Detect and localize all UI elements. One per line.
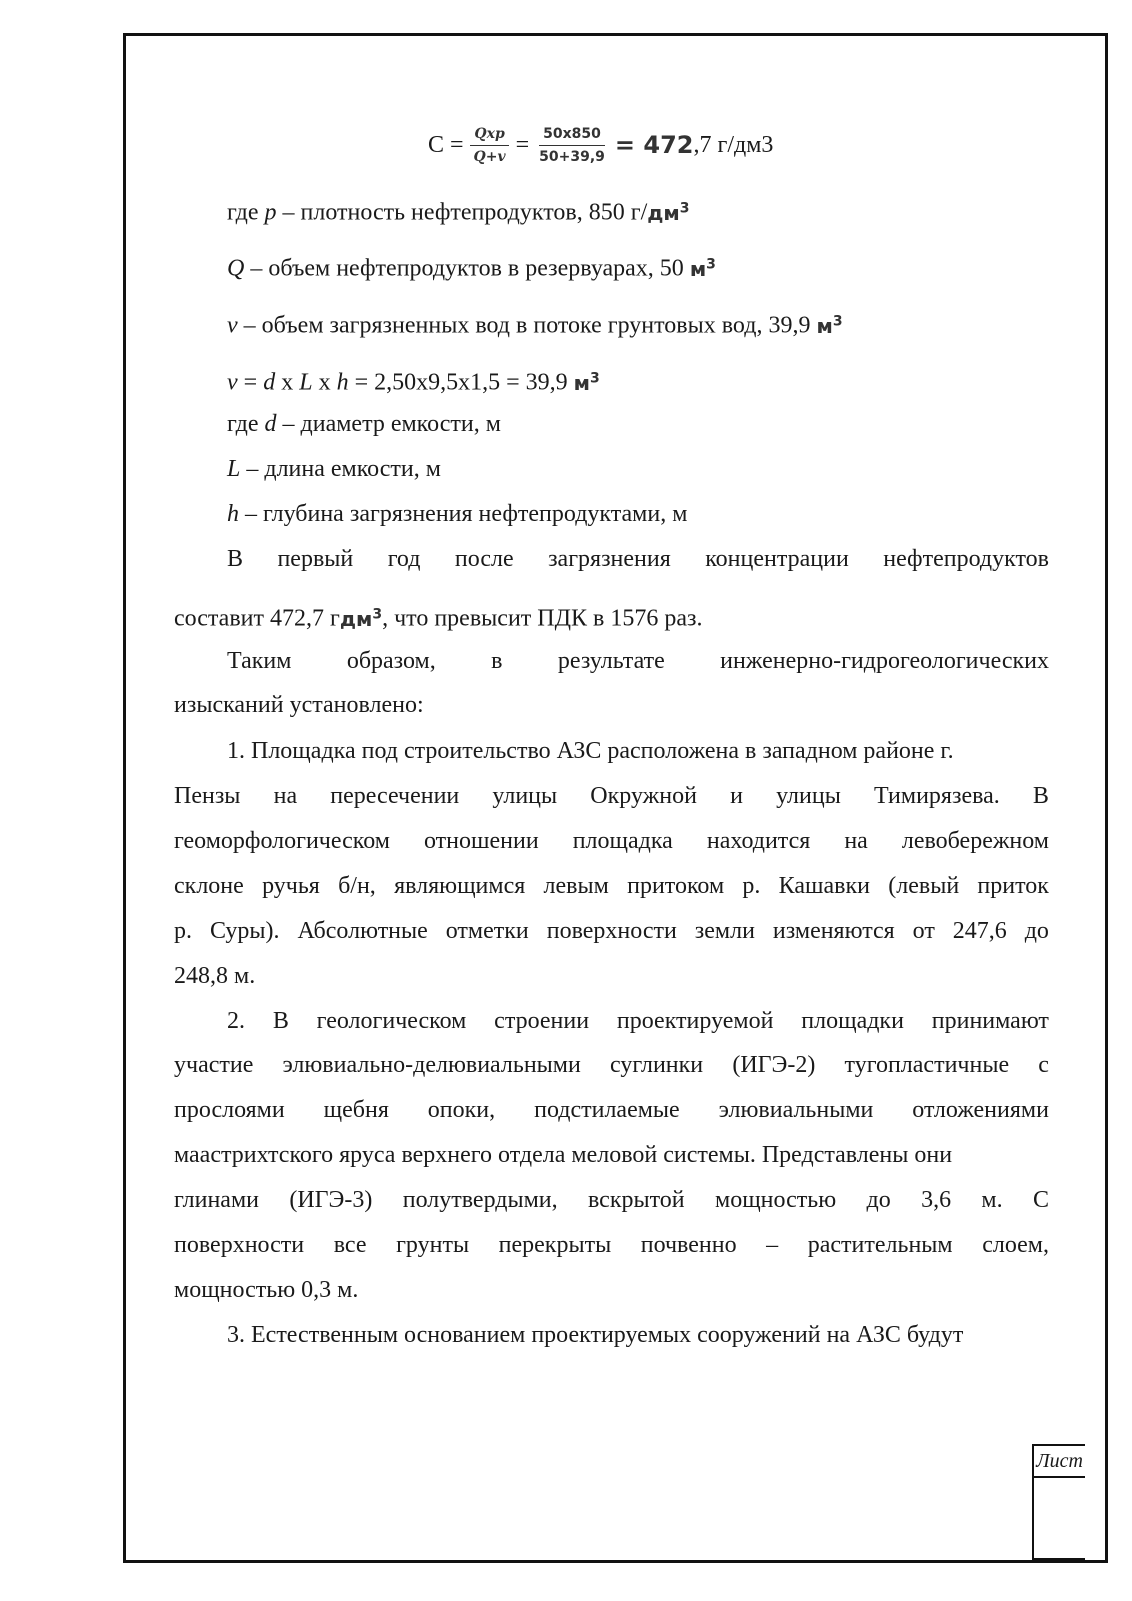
word: земли bbox=[694, 918, 755, 944]
word: прослоями bbox=[174, 1097, 285, 1123]
word: отметки bbox=[445, 918, 529, 944]
word: элювиально-делювиальными bbox=[282, 1052, 581, 1078]
word: улицы bbox=[492, 783, 558, 809]
unit-m3: $м^3$ bbox=[816, 313, 843, 338]
word: площадка bbox=[572, 828, 673, 854]
word: В bbox=[227, 546, 244, 572]
formula-lhs: С = bbox=[428, 131, 464, 158]
word: изменяются bbox=[772, 918, 895, 944]
unit-dm3: $дм^3$ bbox=[339, 606, 383, 631]
word: левым bbox=[543, 873, 609, 899]
word: нефтепродуктов bbox=[883, 546, 1049, 572]
word: геоморфологическом bbox=[174, 828, 390, 854]
sheet-label: Лист bbox=[1034, 1446, 1085, 1478]
item3-line1: 3. Естественным основанием проектируемых сооружений на АЗС будут bbox=[227, 1322, 964, 1348]
word: на bbox=[844, 828, 868, 854]
word: С bbox=[1032, 1187, 1049, 1213]
definition-h: h – глубина загрязнения нефтепродуктами, м bbox=[227, 501, 688, 527]
word: Таким bbox=[227, 648, 292, 674]
word: Абсолютные bbox=[297, 918, 428, 944]
formula-equals: = bbox=[515, 131, 530, 158]
word: мощностью bbox=[715, 1187, 837, 1213]
word: Пензы bbox=[174, 783, 241, 809]
unit-m3: $м^3$ bbox=[689, 256, 716, 281]
word: Окружной bbox=[590, 783, 697, 809]
word: м. bbox=[981, 1187, 1003, 1213]
word: склоне bbox=[174, 873, 244, 899]
word: – bbox=[766, 1232, 779, 1258]
word: элювиальными bbox=[718, 1097, 874, 1123]
concentration-formula bbox=[428, 115, 773, 175]
sheet-stamp bbox=[1032, 1444, 1085, 1560]
fraction-numerator: Qxp bbox=[474, 125, 505, 142]
word: находится bbox=[706, 828, 811, 854]
item2-line3 bbox=[174, 1095, 1049, 1125]
word: и bbox=[730, 783, 743, 809]
word: р. bbox=[174, 918, 192, 944]
item1-line4 bbox=[174, 871, 1049, 901]
word: отложениями bbox=[912, 1097, 1049, 1123]
word: Кашавки bbox=[778, 873, 870, 899]
word: до bbox=[1024, 918, 1049, 944]
word: от bbox=[912, 918, 935, 944]
item2-line2 bbox=[174, 1050, 1049, 1080]
word: в bbox=[491, 648, 503, 674]
item1-line2 bbox=[174, 781, 1049, 811]
formula-fraction-numeric bbox=[535, 126, 609, 165]
word: загрязнения bbox=[548, 546, 671, 572]
formula-fraction-symbolic bbox=[470, 126, 510, 165]
word: слоем, bbox=[982, 1232, 1049, 1258]
fraction-numerator: 50x850 bbox=[539, 126, 605, 146]
para2-line2: изысканий установлено: bbox=[174, 692, 424, 718]
word: на bbox=[273, 783, 298, 809]
word: после bbox=[454, 546, 514, 572]
word: Тимирязева. bbox=[873, 783, 1000, 809]
item2-line6 bbox=[174, 1230, 1049, 1260]
word: 247,6 bbox=[952, 918, 1007, 944]
word: вскрытой bbox=[587, 1187, 685, 1213]
word: площадки bbox=[801, 1008, 904, 1034]
para2-line1 bbox=[227, 646, 1049, 676]
word: суглинки bbox=[610, 1052, 704, 1078]
word: щебня bbox=[323, 1097, 389, 1123]
definition-d: где d – диаметр емкости, м bbox=[227, 411, 501, 437]
word: инженерно-гидрогеологических bbox=[720, 648, 1049, 674]
item1-line5 bbox=[174, 916, 1049, 946]
word: принимают bbox=[931, 1008, 1049, 1034]
word: образом, bbox=[346, 648, 436, 674]
fraction-denominator: 50+39,9 bbox=[539, 148, 605, 165]
word: (левый bbox=[888, 873, 960, 899]
para1-line1 bbox=[227, 544, 1049, 574]
word: улицы bbox=[776, 783, 841, 809]
word: участие bbox=[174, 1052, 254, 1078]
definition-L: L – длина емкости, м bbox=[227, 456, 441, 482]
word: притоком bbox=[627, 873, 725, 899]
definition-q: Q – объем нефтепродуктов в резервуарах, 50 $м^3$ bbox=[227, 255, 716, 282]
word: отношении bbox=[423, 828, 539, 854]
word: левобережном bbox=[901, 828, 1049, 854]
word: тугопластичные bbox=[844, 1052, 1010, 1078]
word: поверхности bbox=[546, 918, 677, 944]
item2-line1 bbox=[227, 1006, 1049, 1036]
word: (ИГЭ-2) bbox=[732, 1052, 816, 1078]
word: геологическом bbox=[316, 1008, 467, 1034]
word: почвенно bbox=[640, 1232, 737, 1258]
item2-line7: мощностью 0,3 м. bbox=[174, 1277, 359, 1303]
word: поверхности bbox=[174, 1232, 305, 1258]
item1-line6: 248,8 м. bbox=[174, 963, 256, 989]
word: Суры). bbox=[209, 918, 280, 944]
word: проектируемой bbox=[616, 1008, 774, 1034]
word: ручья bbox=[262, 873, 320, 899]
formula-result: = 472 bbox=[614, 131, 694, 159]
definition-v: v – объем загрязненных вод в потоке грунтовых вод, 39,9 $м^3$ bbox=[227, 312, 843, 339]
word: растительным bbox=[807, 1232, 953, 1258]
word: результате bbox=[557, 648, 665, 674]
item2-line4: маастрихтского яруса верхнего отдела меловой системы. Представлены они bbox=[174, 1142, 953, 1168]
word: б/н, bbox=[338, 873, 376, 899]
word: р. bbox=[742, 873, 761, 899]
fraction-denominator: Q+v bbox=[473, 148, 506, 165]
word: 3,6 bbox=[921, 1187, 952, 1213]
unit-m3: $м^3$ bbox=[573, 370, 600, 395]
item1-line1: 1. Площадка под строительство АЗС расположена в западном районе г. bbox=[227, 738, 954, 764]
word: концентрации bbox=[705, 546, 849, 572]
word: год bbox=[387, 546, 421, 572]
word: до bbox=[866, 1187, 891, 1213]
word: глинами bbox=[174, 1187, 259, 1213]
formula-result-unit: ,7 г/дм3 bbox=[693, 131, 774, 158]
word: пересечении bbox=[330, 783, 460, 809]
item2-line5 bbox=[174, 1185, 1049, 1215]
word: являющимся bbox=[394, 873, 526, 899]
word: все bbox=[333, 1232, 367, 1258]
para1-line2: составит 472,7 гдм$^3$, что превысит ПДК в 1576 раз. bbox=[174, 605, 703, 632]
word: приток bbox=[977, 873, 1049, 899]
item1-line3 bbox=[174, 826, 1049, 856]
volume-calculation: v = d х L х h = 2,50х9,5х1,5 = 39,9 $м^3$ bbox=[227, 369, 600, 396]
word: В bbox=[272, 1008, 289, 1034]
word: (ИГЭ-3) bbox=[289, 1187, 373, 1213]
word: с bbox=[1038, 1052, 1049, 1078]
unit-dm3: $дм^3$ bbox=[647, 200, 690, 225]
word: опоки, bbox=[427, 1097, 496, 1123]
word: полутвердыми, bbox=[402, 1187, 558, 1213]
definition-p: где p – плотность нефтепродуктов, 850 $г/дм^3$ bbox=[227, 199, 690, 226]
word: В bbox=[1032, 783, 1049, 809]
word: подстилаемые bbox=[534, 1097, 680, 1123]
word: 2. bbox=[227, 1008, 245, 1034]
word: строении bbox=[494, 1008, 590, 1034]
word: первый bbox=[277, 546, 354, 572]
word: перекрыты bbox=[498, 1232, 612, 1258]
word: грунты bbox=[396, 1232, 470, 1258]
